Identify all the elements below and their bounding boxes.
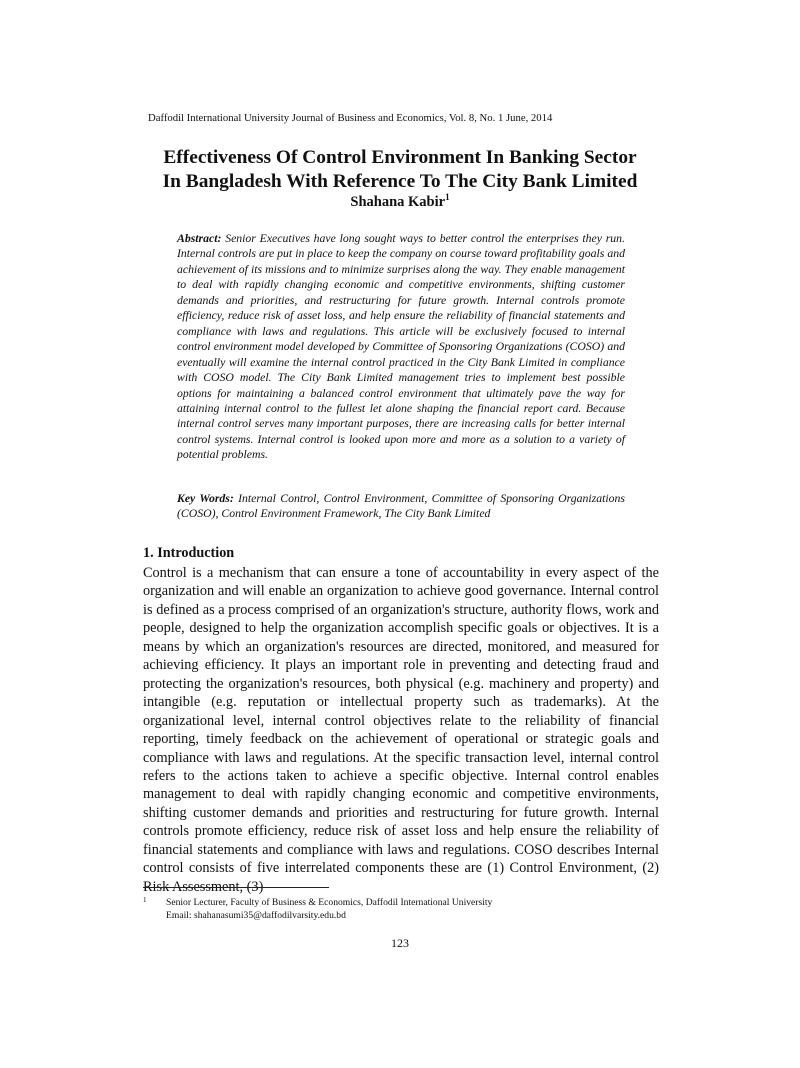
paper-title xyxy=(120,146,680,194)
keywords-text: Internal Control, Control Environment, Committee of Sponsoring Organizations (COSO), Control Environment Framework, The City Bank Limited xyxy=(177,492,625,521)
keywords-label: Key Words: xyxy=(177,492,234,505)
abstract-text: Senior Executives have long sought ways to better control the enterprises they run. Internal controls are put in place to keep the company on course toward profitability goals and achievement of its missions and to minimize surprises along the way. They enable management to deal with rapidly changing economic and competitive environments, shifting customer demands and priorities, and restructuring for future growth. Internal controls promote efficiency, reduce risk of asset loss, and help ensure the reliability of financial statements and compliance with laws and regulations. This article will be exclusively focused to internal control environment model developed by Committee of Sponsoring Organizations (COSO) and eventually will examine the internal control practiced in the City Bank Limited in compliance with COSO model. The City Bank Limited management tries to implement best possible options for maintaining a balanced control environment that ultimately pave the way for attaining internal control to the fullest let alone shaping the financial report card. Because internal control serves many important purposes, there are increasing calls for better internal control systems. Internal control is looked upon more and more as a solution to a variety of potential problems. xyxy=(177,232,625,462)
page-number: 123 xyxy=(391,936,409,950)
title-line-1: Effectiveness Of Control Environment In Banking Sector xyxy=(163,147,637,168)
footnote-email: Email: shahanasumi35@daffodilvarsity.edu.bd xyxy=(166,910,346,921)
keywords xyxy=(177,491,625,522)
title-line-2: In Bangladesh With Reference To The City Bank Limited xyxy=(162,171,638,192)
footnote-mark: 1 xyxy=(143,896,147,904)
introduction-paragraph: Control is a mechanism that can ensure a tone of accountability in every aspect of the organization and will enable an organization to achieve good governance. Internal control is defined as a process comprised of an organization's structure, authority flows, work and people, designed to help the organization accomplish specific goals or objectives. It is a means by which an organization's resources are directed, monitored, and measured for achieving efficiency. It plays an important role in preventing and detecting fraud and protecting the organization's resources, both physical (e.g. machinery and property) and intangible (e.g. reputation or intellectual property such as trademarks). At the organizational level, internal control objectives relate to the reliability of financial reporting, timely feedback on the achievement of operational or strategic goals and compliance with laws and regulations. At the specific transaction level, internal control refers to the actions taken to achieve a specific objective. Internal control enables management to deal with rapidly changing economic and competitive environments, shifting customer demands and priorities and restructuring for future growth. Internal controls promote efficiency, reduce risk of asset loss and help ensure the reliability of financial statements and compliance with laws and regulations. COSO describes Internal control consists of five interrelated components these are (1) Control Environment, (2) Risk Assessment, (3) xyxy=(143,565,659,895)
author-line xyxy=(0,193,800,211)
abstract-label: Abstract: xyxy=(177,232,222,245)
section-heading-introduction: 1. Introduction xyxy=(143,545,235,561)
abstract xyxy=(177,231,625,463)
footnote-affiliation: Senior Lecturer, Faculty of Business & Economics, Daffodil International University xyxy=(166,897,493,908)
footnote xyxy=(143,896,663,922)
author-name: Shahana Kabir xyxy=(350,194,446,210)
author-footnote-mark: 1 xyxy=(445,192,450,203)
journal-header: Daffodil International University Journal of Business and Economics, Vol. 8, No. 1 June, 2014 xyxy=(148,112,553,124)
footnote-divider xyxy=(143,887,329,888)
